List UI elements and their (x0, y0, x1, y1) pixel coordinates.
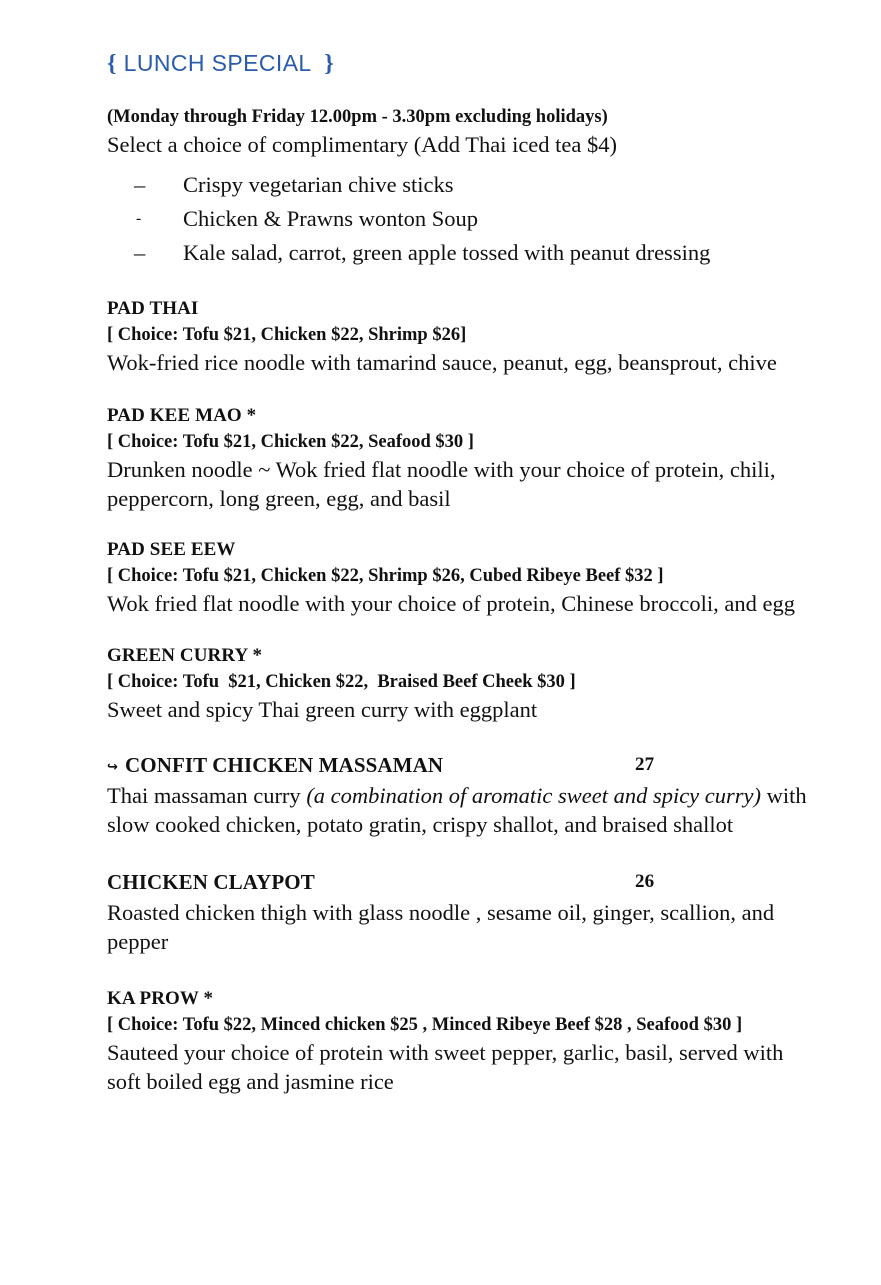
page-title (107, 48, 837, 79)
menu-item-description: Sweet and spicy Thai green curry with eggplant (107, 697, 538, 722)
complimentary-list (107, 168, 837, 270)
dash-bullet-icon: – (134, 240, 146, 265)
menu-item-name: PAD KEE MAO * (107, 405, 257, 426)
list-item (107, 202, 837, 236)
menu-item (107, 403, 837, 513)
list-item (107, 236, 837, 270)
menu-item-description (107, 781, 833, 839)
description-text-after: with slow cooked chicken, potato gratin, crispy shallot, and braised shallot (107, 783, 807, 837)
title-label: LUNCH SPECIAL (116, 50, 325, 76)
menu-item (107, 752, 837, 839)
dash-bullet-icon: - (136, 210, 142, 227)
menu-item (107, 296, 837, 377)
menu-item (107, 643, 837, 724)
menu-item (107, 537, 837, 618)
list-item-label: Crispy vegetarian chive sticks (183, 172, 454, 197)
menu-item (107, 986, 837, 1096)
menu-item-name: PAD THAI (107, 298, 199, 319)
menu-item-price: 27 (635, 754, 655, 775)
menu-item-heading (107, 869, 837, 895)
complimentary-note: Select a choice of complimentary (Add Thai iced tea $4) (107, 132, 618, 157)
title-close-brace: } (324, 51, 335, 77)
menu-item-description: Wok-fried rice noodle with tamarind sauce, peanut, egg, beansprout, chive (107, 350, 777, 375)
menu-item-description: Sauteed your choice of protein with sweet pepper, garlic, basil, served with soft boiled egg and jasmine rice (107, 1040, 784, 1094)
menu-item-description: Wok fried flat noodle with your choice of protein, Chinese broccoli, and egg (107, 591, 795, 616)
menu-content (107, 48, 837, 1118)
menu-item-heading (107, 537, 837, 563)
list-item-label: Chicken & Prawns wonton Soup (183, 206, 478, 231)
menu-item-name: PAD SEE EEW (107, 539, 236, 560)
menu-item-name: CONFIT CHICKEN MASSAMAN (125, 753, 444, 777)
menu-item-heading (107, 296, 837, 322)
menu-item (107, 869, 837, 956)
menu-item-heading (107, 643, 837, 669)
menu-item-choices: [ Choice: Tofu $21, Chicken $22, Seafood $30 ] (107, 432, 474, 452)
list-item (107, 168, 837, 202)
menu-item-choices: [ Choice: Tofu $22, Minced chicken $25 , Minced Ribeye Beef $28 , Seafood $30 ] (107, 1015, 743, 1035)
menu-item-choices: [ Choice: Tofu $21, Chicken $22, Shrimp $26] (107, 325, 467, 345)
description-text-before: Thai massaman curry (107, 783, 307, 808)
hours-note: (Monday through Friday 12.00pm - 3.30pm excluding holidays) (107, 107, 608, 127)
menu-item-heading (107, 752, 837, 778)
menu-item-description: Drunken noodle ~ Wok fried flat noodle with your choice of protein, chili, peppercorn, long green, egg, and basil (107, 457, 776, 511)
menu-item-heading (107, 403, 837, 429)
title-open-brace: { (107, 51, 117, 77)
menu-item-name: GREEN CURRY * (107, 645, 263, 666)
menu-item-heading (107, 986, 837, 1012)
dash-bullet-icon: – (134, 172, 146, 197)
description-text-italic: (a combination of aromatic sweet and spicy curry) (306, 783, 762, 808)
list-item-label: Kale salad, carrot, green apple tossed with peanut dressing (183, 240, 711, 265)
curly-arrow-icon: ↪ (107, 760, 118, 775)
menu-item-choices: [ Choice: Tofu $21, Chicken $22, Braised Beef Cheek $30 ] (107, 672, 576, 692)
menu-item-name: CHICKEN CLAYPOT (107, 870, 315, 894)
menu-item-choices: [ Choice: Tofu $21, Chicken $22, Shrimp $26, Cubed Ribeye Beef $32 ] (107, 566, 664, 586)
menu-item-name: KA PROW * (107, 988, 214, 1009)
menu-item-description: Roasted chicken thigh with glass noodle , sesame oil, ginger, scallion, and pepper (107, 900, 775, 954)
menu-item-price: 26 (635, 871, 655, 892)
